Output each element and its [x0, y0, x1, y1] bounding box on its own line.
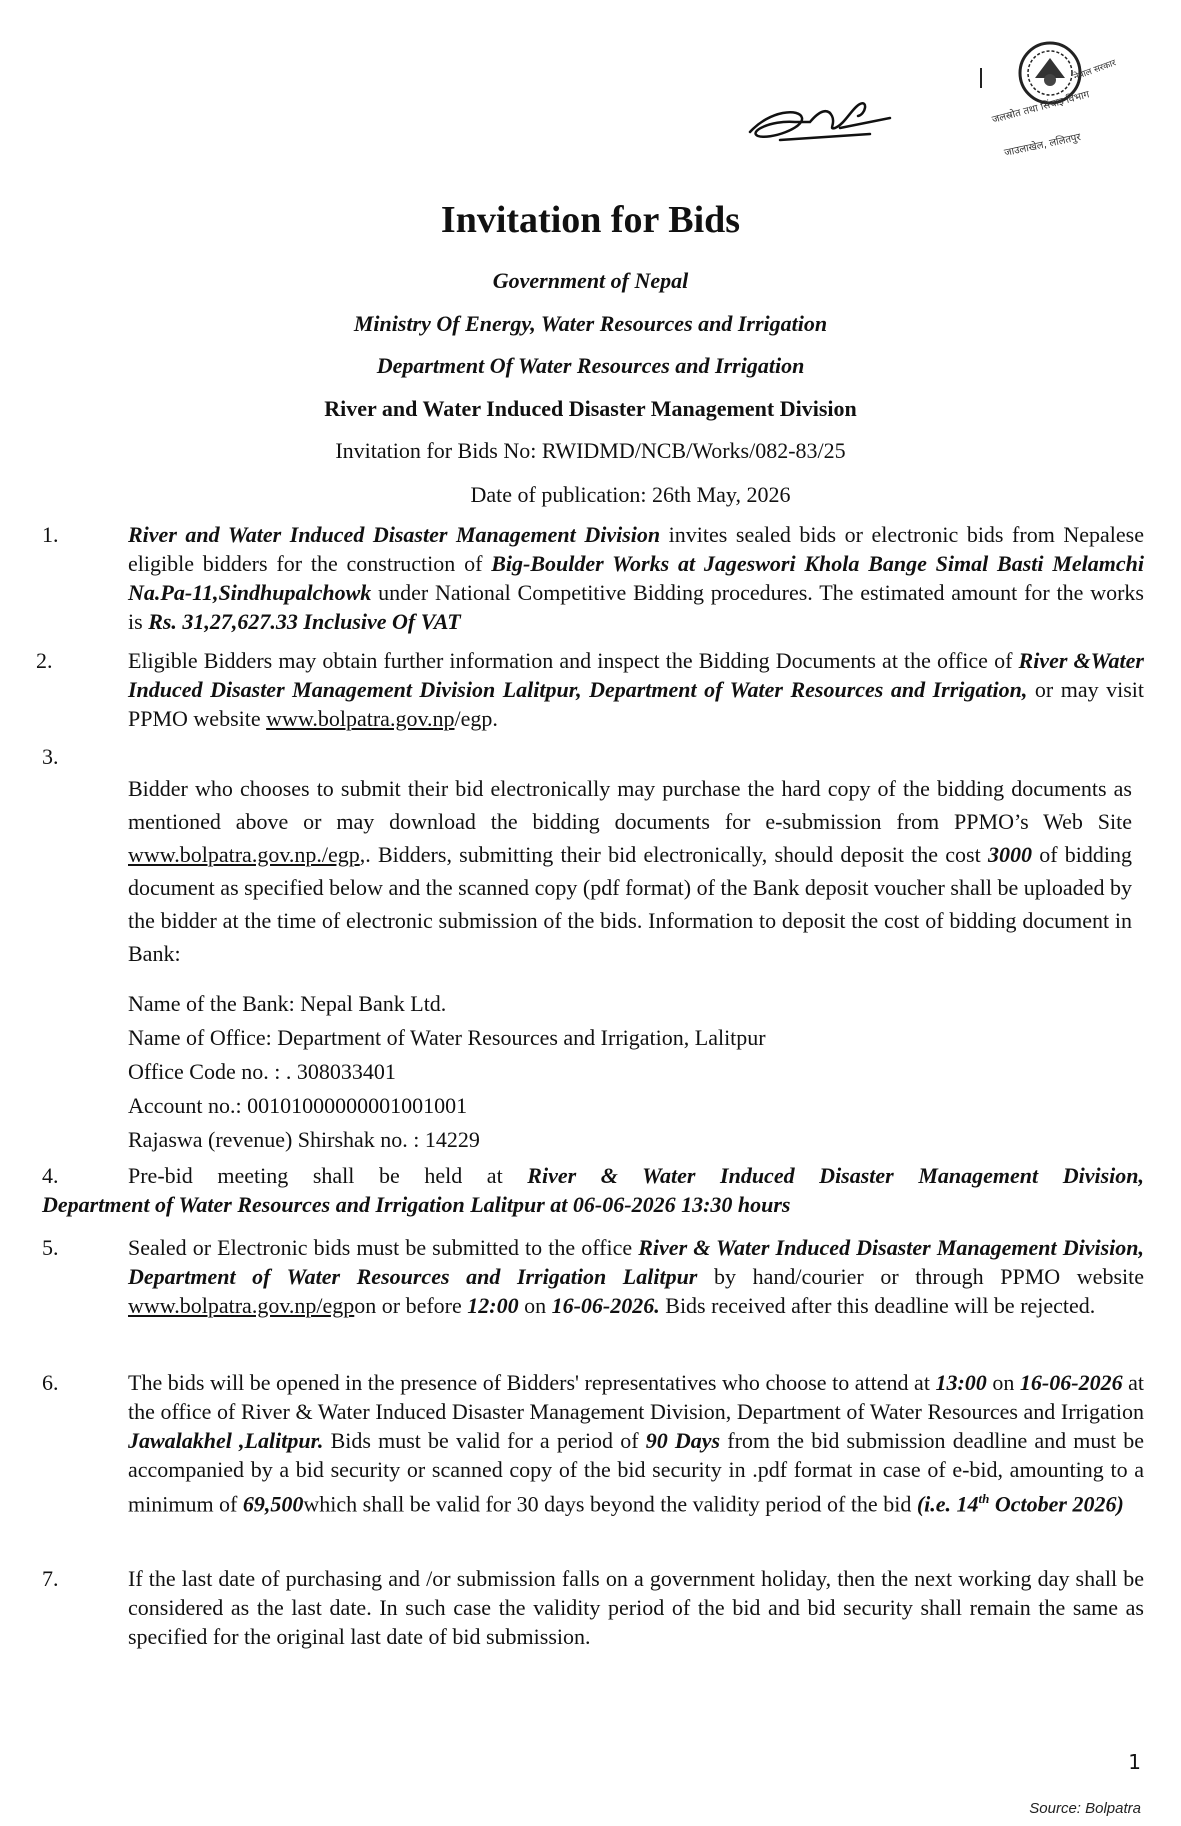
document-cost: 3000 [987, 842, 1032, 867]
text-run: 90 Days [645, 1428, 721, 1453]
text-run: which shall be valid for 30 days beyond the validity period of the bid [303, 1491, 917, 1517]
text-run: 69,500 [242, 1491, 304, 1517]
paragraph-6 [128, 1368, 1144, 1518]
text-run: by hand/courier or through PPMO website [697, 1264, 1144, 1289]
official-seal-icon [975, 28, 1135, 178]
signature-mark [740, 70, 910, 160]
ifb-number: Invitation for Bids No: RWIDMD/NCB/Works/082-83/25 [335, 438, 846, 463]
text-run: Bids must be valid for a period of [323, 1428, 646, 1453]
paragraph-2 [128, 646, 1144, 733]
text-run: Jawalakhel ,Lalitpur. [128, 1428, 324, 1453]
item-number: 5. [42, 1235, 59, 1260]
source-credit: Source: Bolpatra [1029, 1800, 1141, 1817]
bolpatra-link[interactable]: www.bolpatra.gov.np [266, 706, 455, 731]
seal-text-3: जाउलाखेल, ललितपुर [1003, 131, 1082, 159]
paragraph-5 [128, 1233, 1144, 1320]
text-run: River and Water Induced Disaster Management Division [128, 522, 661, 547]
text-run: Sealed or Electronic bids must be submitted to the office [128, 1235, 639, 1260]
header-department: Department Of Water Resources and Irrigation [376, 353, 805, 378]
text-run: from the bid submission deadline and must be accompanied by a bid security or scanned copy of the bid security in .pdf format in case of e-bid, amounting to a minimum of [128, 1428, 1145, 1517]
text-run: River & Water Induced Disaster Management Division, [527, 1163, 1145, 1188]
text-run: 13:00 [935, 1370, 987, 1395]
text-run: on [986, 1370, 1020, 1395]
item-number: 4. [42, 1163, 59, 1188]
text-run: th [978, 1491, 990, 1506]
bank-office-code: Office Code no. : . 308033401 [128, 1059, 396, 1084]
bank-account-no: Account no.: 00101000000001001001 [128, 1093, 468, 1118]
text-run: Bidder who chooses to submit their bid electronically may purchase the hard copy of the bidding documents as mentioned above or may download the bidding documents for e-submission from PPMO’s Web Site [128, 776, 1132, 834]
item-number: 1. [42, 522, 59, 547]
item-number: 3. [42, 744, 59, 769]
text-run: at the office of River & Water Induced Disaster Management Division, Department of Water Resources and Irrigation [128, 1370, 1145, 1424]
text-run: of bidding document as specified below and the scanned copy (pdf format) of the Bank deposit voucher shall be uploaded by the bidder at the time of electronic submission of the bids. Information to deposit the cost of bidding document in Bank: [128, 842, 1132, 966]
text-run: on or before [354, 1293, 468, 1318]
text-run: River &Water Induced Disaster Management Division Lalitpur, Department of Water Resources and Irrigation, [128, 648, 1144, 702]
bolpatra-egp-link[interactable]: www.bolpatra.gov.np/egp [128, 1293, 355, 1318]
bolpatra-egp-link[interactable]: www.bolpatra.gov.np./egp [128, 842, 360, 867]
text-run: on [518, 1293, 552, 1318]
bank-name: Name of the Bank: Nepal Bank Ltd. [128, 991, 447, 1016]
text-run: or may visit PPMO website [128, 677, 1145, 731]
bank-office: Name of Office: Department of Water Resources and Irrigation, Lalitpur [128, 1025, 766, 1050]
text-run: Department of Water Resources and Irrigation Lalitpur at 06-06-2026 13:30 hours [42, 1192, 791, 1217]
paragraph-3 [128, 772, 1132, 970]
text-run: Eligible Bidders may obtain further information and inspect the Bidding Documents at the office of [128, 648, 1019, 673]
text-run: 12:00 [467, 1293, 519, 1318]
seal-text-2: जलस्रोत तथा सिंचाइ विभाग [990, 89, 1091, 126]
text-run: October 2026) [989, 1491, 1124, 1517]
paragraph-7 [128, 1564, 1144, 1651]
text-run: Pre-bid meeting shall be held at [128, 1163, 528, 1188]
paragraph-4 [128, 1161, 1144, 1190]
text-run: 16-06-2026 [1019, 1370, 1123, 1395]
text-run: If the last date of purchasing and /or submission falls on a government holiday, then the next working day shall be considered as the last date. In such case the validity period of the bid and bid security shall remain the same as specified for the original last date of bid submission. [128, 1566, 1144, 1649]
document-title: Invitation for Bids [440, 199, 741, 241]
item-number: 7. [42, 1566, 59, 1591]
item-number: 2. [36, 648, 53, 673]
paragraph-1 [128, 520, 1144, 636]
text-run: Bids received after this deadline will be rejected. [659, 1293, 1096, 1318]
seal-text-1: नेपाल सरकार [1072, 58, 1118, 83]
text-run: under National Competitive Bidding procedures. The estimated amount for the works is [128, 580, 1144, 634]
paragraph-4-continued [42, 1190, 1144, 1219]
item-number: 6. [42, 1370, 59, 1395]
bank-details [128, 987, 766, 1157]
publication-date: Date of publication: 26th May, 2026 [470, 482, 791, 507]
header-division: River and Water Induced Disaster Management Division [324, 396, 857, 421]
page-number: 1 [1128, 1750, 1141, 1774]
text-run: Big-Boulder Works at Jageswori Khola Bange Simal Basti Melamchi Na.Pa-11,Sindhupalchowk [128, 551, 1144, 605]
text-run: ,. Bidders, submitting their bid electronically, should deposit the cost [359, 842, 988, 867]
text-run: Rs. 31,27,627.33 Inclusive Of VAT [148, 609, 461, 634]
text-run: River & Water Induced Disaster Management Division, Department of Water Resources and Irrigation Lalitpur [128, 1235, 1145, 1289]
text-run: invites sealed bids or electronic bids from Nepalese eligible bidders for the construction of [128, 522, 1144, 576]
text-run: The bids will be opened in the presence of Bidders' representatives who choose to attend at [128, 1370, 936, 1395]
header-government: Government of Nepal [492, 268, 689, 293]
header-ministry: Ministry Of Energy, Water Resources and Irrigation [353, 311, 828, 336]
bank-revenue-head: Rajaswa (revenue) Shirshak no. : 14229 [128, 1127, 480, 1152]
text-run: (i.e. 14 [916, 1491, 979, 1517]
text-run: 16-06-2026. [551, 1293, 660, 1318]
text-run: /egp. [454, 706, 498, 731]
